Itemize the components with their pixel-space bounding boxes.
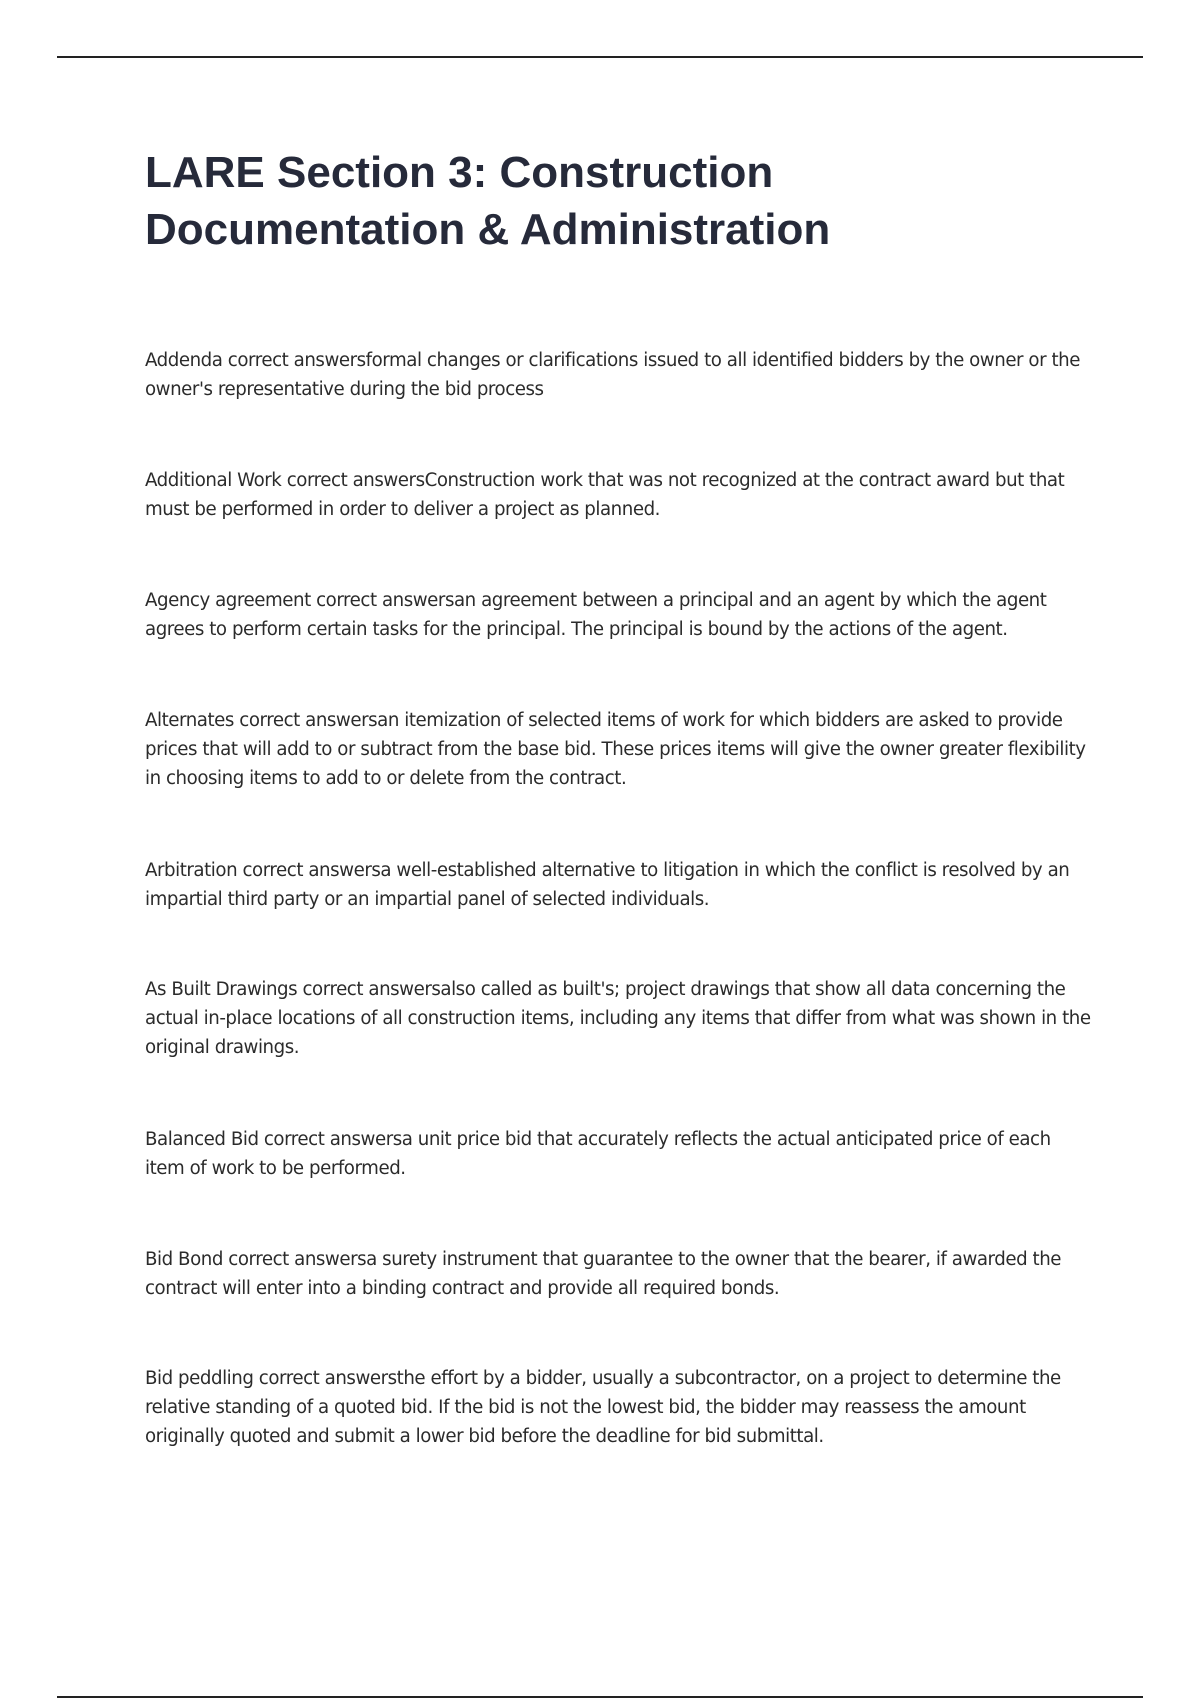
glossary-entry-agency-agreement: Agency agreement correct answersan agreement between a principal and an agent by which the agent agrees to perform certain tasks for the principal. The principal is bound by the actions of the agent.	[145, 590, 1047, 640]
glossary-entry-additional-work: Additional Work correct answersConstruction work that was not recognized at the contract award but that must be performed in order to deliver a project as planned.	[145, 470, 1065, 520]
page-title: LARE Section 3: Construction Documentation & Administration	[145, 148, 831, 254]
bottom-rule	[57, 1696, 1143, 1698]
glossary-entry-bid-peddling: Bid peddling correct answersthe effort by a bidder, usually a subcontractor, on a project to determine the relative standing of a quoted bid. If the bid is not the lowest bid, the bidder may reassess the amount originally quoted and submit a lower bid before the deadline for bid submittal.	[145, 1368, 1061, 1447]
glossary-entry-arbitration: Arbitration correct answersa well-established alternative to litigation in which the conflict is resolved by an impartial third party or an impartial panel of selected individuals.	[145, 860, 1070, 910]
glossary-entry-addenda: Addenda correct answersformal changes or clarifications issued to all identified bidders by the owner or the owner's representative during the bid process	[145, 350, 1080, 400]
glossary-entry-as-built-drawings: As Built Drawings correct answersalso called as built's; project drawings that show all data concerning the actual in-place locations of all construction items, including any items that differ from what was shown in the original drawings.	[145, 979, 1091, 1058]
top-rule	[57, 56, 1143, 58]
glossary-entry-balanced-bid: Balanced Bid correct answersa unit price bid that accurately reflects the actual anticipated price of each item of work to be performed.	[145, 1129, 1051, 1179]
glossary-entry-bid-bond: Bid Bond correct answersa surety instrument that guarantee to the owner that the bearer, if awarded the contract will enter into a binding contract and provide all required bonds.	[145, 1249, 1062, 1299]
glossary-entry-alternates: Alternates correct answersan itemization of selected items of work for which bidders are asked to provide prices that will add to or subtract from the base bid. These prices items will give the owner greater flexibility in choosing items to add to or delete from the contract.	[145, 710, 1086, 789]
